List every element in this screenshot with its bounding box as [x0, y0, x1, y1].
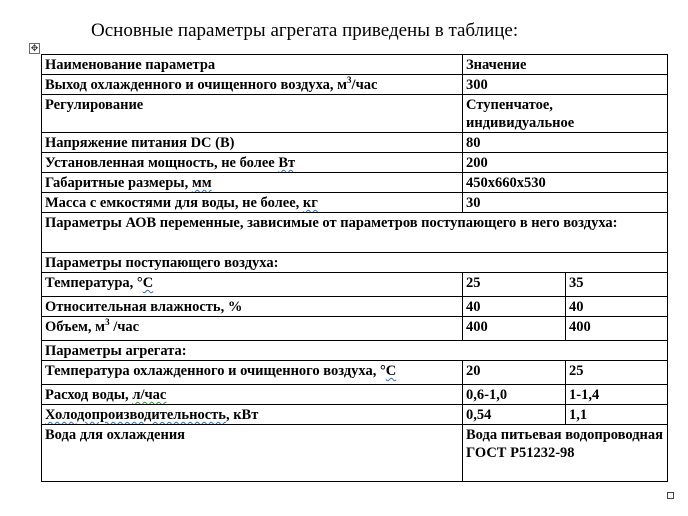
section-title-cell: Параметры агрегата: [42, 341, 668, 361]
page-heading: Основные параметры агрегата приведены в таблице: [91, 20, 519, 41]
param-name-cell: Габаритные размеры, мм [42, 173, 463, 193]
section-title-cell: Параметры поступающего воздуха: [42, 253, 668, 273]
table-row [42, 317, 668, 341]
table-section-row [42, 341, 668, 361]
parameters-table [41, 54, 668, 482]
table-row [42, 173, 668, 193]
table-row [42, 133, 668, 153]
table-move-handle-icon[interactable]: ✥ [30, 43, 39, 53]
param-name-cell: Выход охлажденного и очищенного воздуха, $м^3$/час [42, 75, 463, 95]
param-name-cell: Температура, °С [42, 273, 463, 297]
value-cell-2: 35 [566, 273, 668, 297]
table-row [42, 273, 668, 297]
param-name-cell: Расход воды, л/час [42, 385, 463, 405]
value-cell-1: 0,54 [463, 405, 566, 425]
table-row [42, 193, 668, 213]
param-value-cell: Вода питьевая водопроводная ГОСТ Р51232-98 [463, 425, 668, 482]
param-name-cell: Холодопроизводительность, кВт [42, 405, 463, 425]
param-name-cell: Температура охлажденного и очищенного воздуха, °С [42, 361, 463, 385]
param-name-cell: Регулирование [42, 95, 463, 133]
table-header-row [42, 55, 668, 75]
table-section-row [42, 253, 668, 273]
param-name-cell: Масса с емкостями для воды, не более, кг [42, 193, 463, 213]
param-value-cell: 80 [463, 133, 668, 153]
value-cell-1: 0,6-1,0 [463, 385, 566, 405]
value-cell-1: 20 [463, 361, 566, 385]
value-cell-2: 1,1 [566, 405, 668, 425]
value-cell-2: 40 [566, 297, 668, 317]
header-name-cell: Наименование параметра [42, 55, 463, 75]
table-row [42, 153, 668, 173]
table-row [42, 95, 668, 133]
value-cell-1: 400 [463, 317, 566, 341]
param-name-cell: Установленная мощность, не более Вт [42, 153, 463, 173]
section-note-cell: Параметры АОВ переменные, зависимые от параметров поступающего в него воздуха: [42, 213, 668, 253]
param-name-cell: Объем, $м^3$ /час [42, 317, 463, 341]
header-value-cell: Значение [463, 55, 668, 75]
param-value-cell: 450х660х530 [463, 173, 668, 193]
param-name-cell: Относительная влажность, % [42, 297, 463, 317]
param-value-cell: Ступенчатое, индивидуальное [463, 95, 668, 133]
param-value-cell: 200 [463, 153, 668, 173]
value-cell-2: 400 [566, 317, 668, 341]
value-cell-1: 40 [463, 297, 566, 317]
table-row [42, 75, 668, 95]
param-name-cell: Вода для охлаждения [42, 425, 463, 482]
param-name-cell: Напряжение питания DC (В) [42, 133, 463, 153]
table-row [42, 425, 668, 482]
value-cell-1: 25 [463, 273, 566, 297]
table-row [42, 361, 668, 385]
value-cell-2: 1-1,4 [566, 385, 668, 405]
table-row [42, 297, 668, 317]
param-value-cell: 300 [463, 75, 668, 95]
table-row [42, 405, 668, 425]
table-resize-handle-icon[interactable] [667, 492, 674, 499]
table-row [42, 385, 668, 405]
table-section-row [42, 213, 668, 253]
value-cell-2: 25 [566, 361, 668, 385]
param-value-cell: 30 [463, 193, 668, 213]
